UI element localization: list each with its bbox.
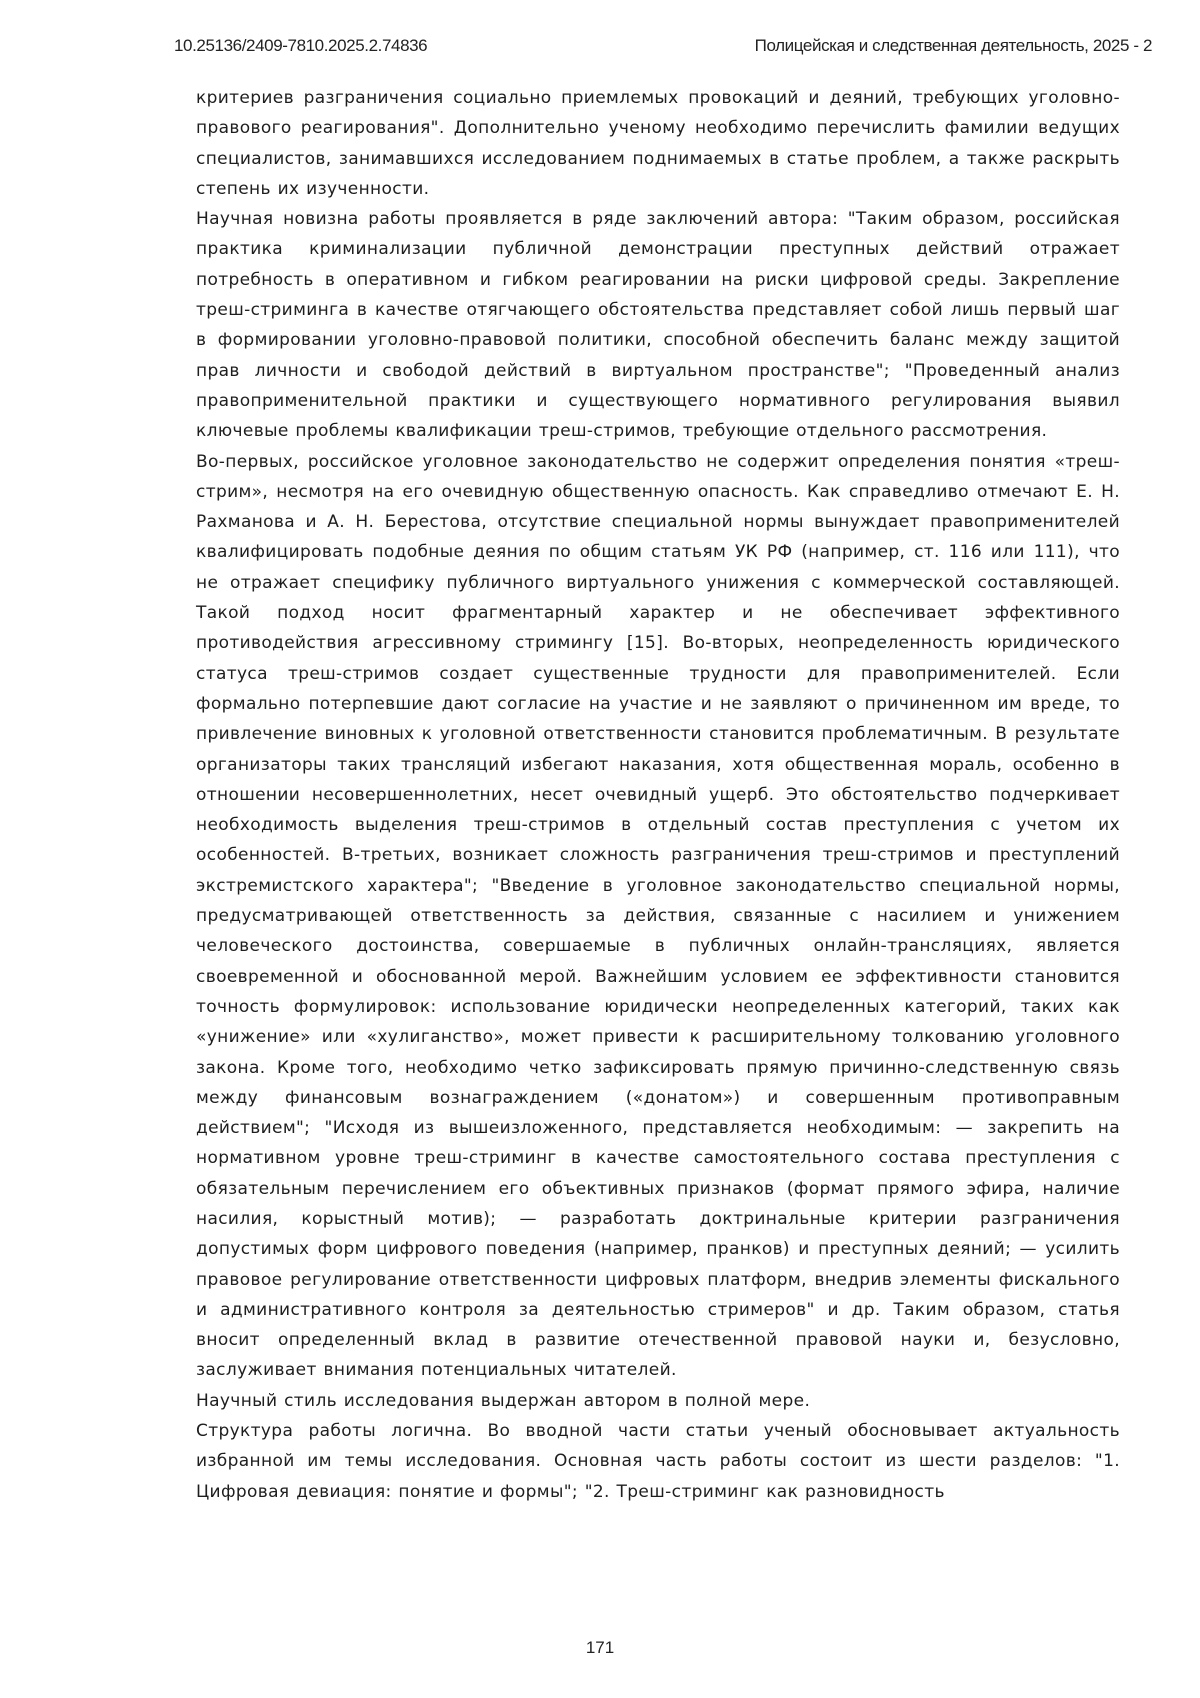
paragraph-3: Во-первых, российское уголовное законодательство не содержит определения понятия «треш-стрим», несмотря на его очевидную общественную опасность. Как справедливо отмечают Е. Н. Рахманова и А. Н. Берестова, отсутствие специальной нормы вынуждает правоприменителей квалифицировать подобные деяния по общим статьям УК РФ (например, ст. 116 или 111), что не отражает специфику публичного виртуального унижения с коммерческой составляющей. Такой подход носит фрагментарный характер и не обеспечивает эффективного противодействия агрессивному стримингу [15]. Во-вторых, неопределенность юридического статуса треш-стримов создает существенные трудности для правоприменителей. Если формально потерпевшие дают согласие на участие и не заявляют о причиненном им вреде, то привлечение виновных к уголовной ответственности становится проблематичным. В результате организаторы таких трансляций избегают наказания, хотя общественная мораль, особенно в отношении несовершеннолетних, несет очевидный ущерб. Это обстоятельство подчеркивает необходимость выделения треш-стримов в отдельный состав преступления с учетом их особенностей. В-третьих, возникает сложность разграничения треш-стримов и преступлений экстремистского характера"; "Введение в уголовное законодательство специальной нормы, предусматривающей ответственность за действия, связанные с насилием и унижением человеческого достоинства, совершаемые в публичных онлайн-трансляциях, является своевременной и обоснованной мерой. Важнейшим условием ее эффективности становится точность формулировок: использование юридически неопределенных категорий, таких как «унижение» или «хулиганство», может привести к расширительному толкованию уголовного закона. Кроме того, необходимо четко зафиксировать прямую причинно-следственную связь между финансовым вознаграждением («донатом») и совершенным противоправным действием"; "Исходя из вышеизложенного, представляется необходимым: — закрепить на нормативном уровне треш-стриминг в качестве самостоятельного состава преступления с обязательным перечислением его объективных признаков (формат прямого эфира, наличие насилия, корыстный мотив); — разработать доктринальные критерии разграничения допустимых форм цифрового поведения (например, пранков) и преступных деяний; — усилить правовое регулирование ответственности цифровых платформ, внедрив элементы фискального и административного контроля за деятельностью стримеров" и др. Таким образом, статья вносит определенный вклад в развитие отечественной правовой науки и, безусловно, заслуживает внимания потенциальных читателей. bbox=[196, 451, 1120, 1381]
paragraph-1: критериев разграничения социально приемлемых провокаций и деяний, требующих уголовно-правового реагирования". Дополнительно ученому необходимо перечислить фамилии ведущих специалистов, занимавшихся исследованием поднимаемых в статье проблем, а также раскрыть степень их изученности. bbox=[196, 88, 1120, 199]
doi-identifier: 10.25136/2409-7810.2025.2.74836 bbox=[174, 36, 428, 55]
paragraph-2: Научная новизна работы проявляется в ряде заключений автора: "Таким образом, российская практика криминализации публичной демонстрации преступных действий отражает потребность в оперативном и гибком реагировании на риски цифровой среды. Закрепление треш-стриминга в качестве отягчающего обстоятельства представляет собой лишь первый шаг в формировании уголовно-правовой политики, способной обеспечить баланс между защитой прав личности и свободой действий в виртуальном пространстве"; "Проведенный анализ правоприменительной практики и существующего нормативного регулирования выявил ключевые проблемы квалификации треш-стримов, требующие отдельного рассмотрения. bbox=[196, 209, 1120, 442]
paragraph-5: Структура работы логична. Во вводной части статьи ученый обосновывает актуальность избранной им темы исследования. Основная часть работы состоит из шести разделов: "1. Цифровая девиация: понятие и формы"; "2. Треш-стриминг как разновидность bbox=[196, 1421, 1120, 1502]
running-header bbox=[174, 36, 1152, 60]
paragraph-4: Научный стиль исследования выдержан автором в полной мере. bbox=[196, 1390, 811, 1411]
article-body bbox=[196, 83, 1120, 1507]
page-number: 171 bbox=[585, 1638, 615, 1657]
journal-title: Полицейская и следственная деятельность, 2025 - 2 bbox=[754, 36, 1152, 55]
